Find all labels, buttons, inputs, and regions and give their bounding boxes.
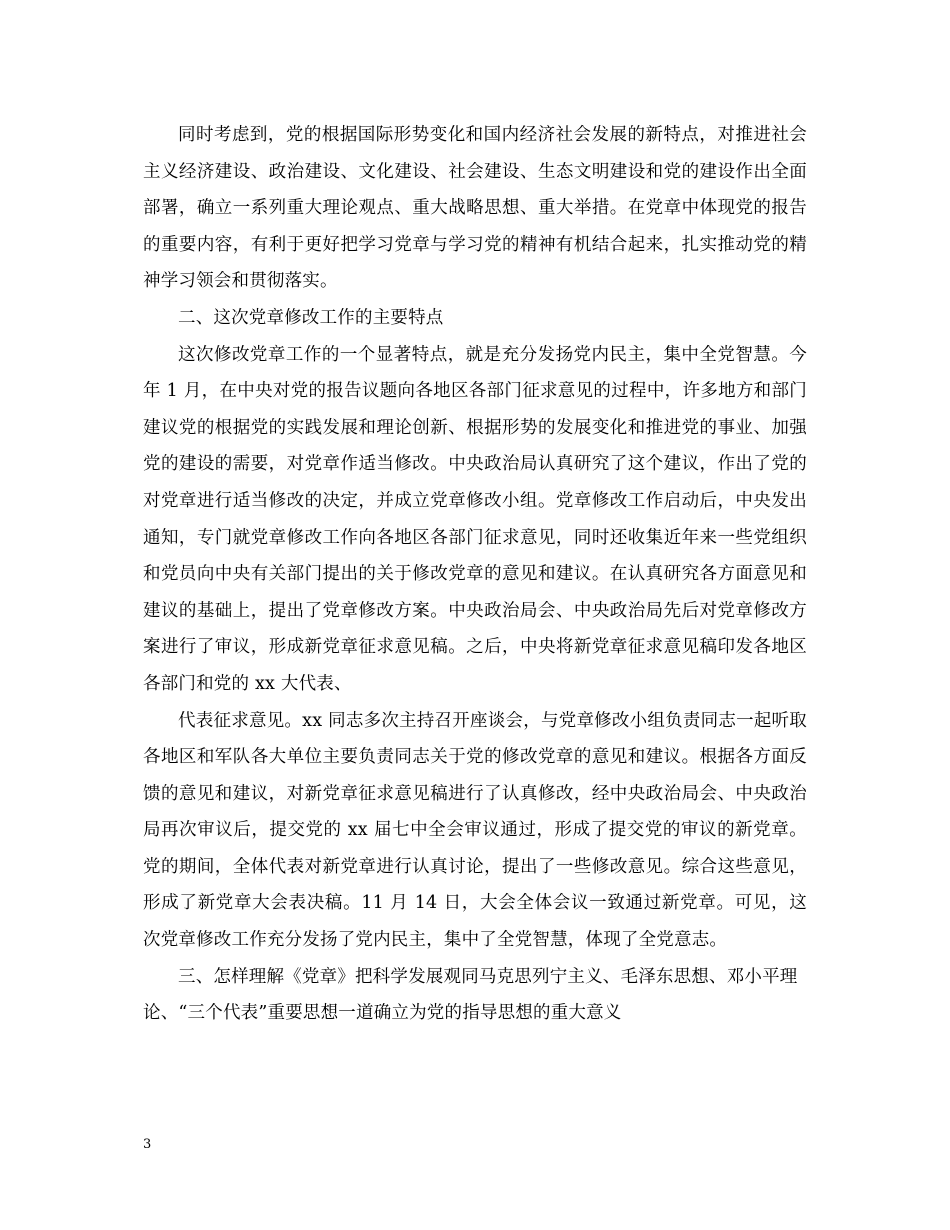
paragraph-consultation: 代表征求意见。xx 同志多次主持召开座谈会，与党章修改小组负责同志一起听取各地区和军队各大单位主要负责同志关于党的修改党章的意见和建议。根据各方面反馈的意见和建议，对新党章征求意见稿进行了认真修改，经中央政治局会、中央政治局再次审议后，提交党的 xx 届七中全会审议通过，形成了提交党的审议的新党章。党的期间，全体代表对新党章进行认真讨论，提出了一些修改意见。综合这些意见，形成了新党章大会表决稿。11 月 14 日，大会全体会议一致通过新党章。可见，这次党章修改工作充分发扬了党内民主，集中了全党智慧，体现了全党意志。 — [143, 710, 807, 951]
paragraph-consideration: 同时考虑到，党的根据国际形势变化和国内经济社会发展的新特点，对推进社会主义经济建设、政治建设、文化建设、社会建设、生态文明建设和党的建设作出全面部署，确立一系列重大理论观点、重大战略思想、重大举措。在党章中体现党的报告的重要内容，有利于更好把学习党章与学习党的精神有机结合起来，扎实推动党的精神学习领会和贯彻落实。 — [143, 125, 807, 292]
section-heading-2: 二、这次党章修改工作的主要特点 — [178, 307, 444, 328]
section-heading-3: 三、怎样理解《党章》把科学发展观同马克思列宁主义、毛泽东思想、邓小平理论、“三个代表”重要思想一道确立为党的指导思想的重大意义 — [143, 966, 798, 1024]
page-number: 3 — [143, 1137, 152, 1152]
document-body — [143, 117, 807, 1032]
paragraph-democracy: 这次修改党章工作的一个显著特点，就是充分发扬党内民主，集中全党智慧。今年 1 月，在中央对党的报告议题向各地区各部门征求意见的过程中，许多地方和部门建议党的根据党的实践发展和理论创新、根据形势的发展变化和推进党的事业、加强党的建设的需要，对党章作适当修改。中央政治局认真研究了这个建议，作出了党的对党章进行适当修改的决定，并成立党章修改小组。党章修改工作启动后，中央发出通知，专门就党章修改工作向各地区各部门征求意见，同时还收集近年来一些党组织和党员向中央有关部门提出的关于修改党章的意见和建议。在认真研究各方面意见和建议的基础上，提出了党章修改方案。中央政治局会、中央政治局先后对党章修改方案进行了审议，形成新党章征求意见稿。之后，中央将新党章征求意见稿印发各地区各部门和党的 xx 大代表、 — [143, 344, 807, 694]
